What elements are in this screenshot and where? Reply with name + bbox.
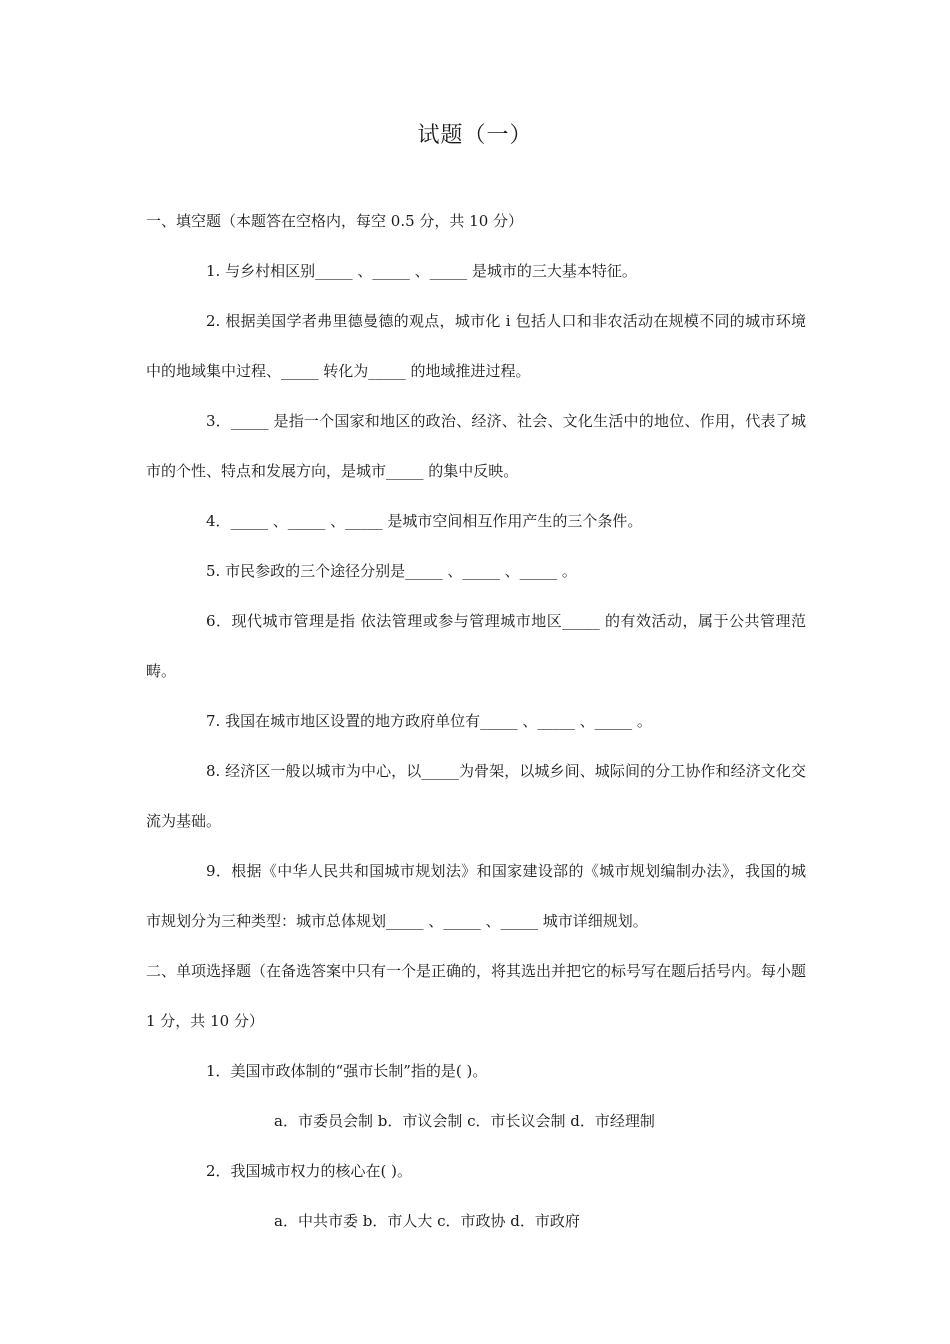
question-2-2-choices: a．中共市委 b．市人大 c．市政协 d．市政府 (274, 1212, 580, 1230)
question-1-1: 1. 与乡村相区别_____ 、_____ 、_____ 是城市的三大基本特征。 (206, 262, 637, 280)
page-title: 试题（一） (417, 123, 533, 148)
question-1-6: 6．现代城市管理是指 依法管理或参与管理城市地区_____ 的有效活动，属于公共管理范畴。 (146, 612, 806, 680)
question-1-2: 2. 根据美国学者弗里德曼德的观点，城市化 i 包括人口和非农活动在规模不同的城市环境中的地域集中过程、_____ 转化为_____ 的地域推进过程。 (146, 312, 806, 380)
question-2-2: 2．我国城市权力的核心在( )。 (206, 1162, 413, 1180)
question-1-8: 8. 经济区一般以城市为中心，以_____为骨架，以城乡间、城际间的分工协作和经济文化交流为基础。 (146, 762, 806, 830)
question-2-1-choices: a．市委员会制 b．市议会制 c．市长议会制 d．市经理制 (274, 1112, 655, 1130)
question-1-7: 7. 我国在城市地区设置的地方政府单位有_____ 、_____ 、_____ 。 (206, 712, 652, 730)
section-heading-fill-in-blank: 一、填空题（本题答在空格内，每空 0.5 分，共 10 分） (146, 212, 524, 230)
question-2-1: 1．美国市政体制的“强市长制”指的是( )。 (206, 1062, 488, 1080)
question-1-3: 3．_____ 是指一个国家和地区的政治、经济、社会、文化生活中的地位、作用，代表了城市的个性、特点和发展方向，是城市_____ 的集中反映。 (146, 412, 806, 480)
section-heading-single-choice: 二、单项选择题（在备选答案中只有一个是正确的，将其选出并把它的标号写在题后括号内。每小题 1 分，共 10 分） (146, 962, 807, 1030)
question-1-4: 4．_____ 、_____ 、_____ 是城市空间相互作用产生的三个条件。 (206, 512, 643, 530)
document-body (146, 196, 806, 1246)
question-1-9: 9．根据《中华人民共和国城市规划法》和国家建设部的《城市规划编制办法》，我国的城市规划分为三种类型：城市总体规划_____ 、_____ 、_____ 城市详细规划。 (146, 862, 806, 930)
question-1-5: 5. 市民参政的三个途径分别是_____ 、_____ 、_____ 。 (206, 562, 577, 580)
